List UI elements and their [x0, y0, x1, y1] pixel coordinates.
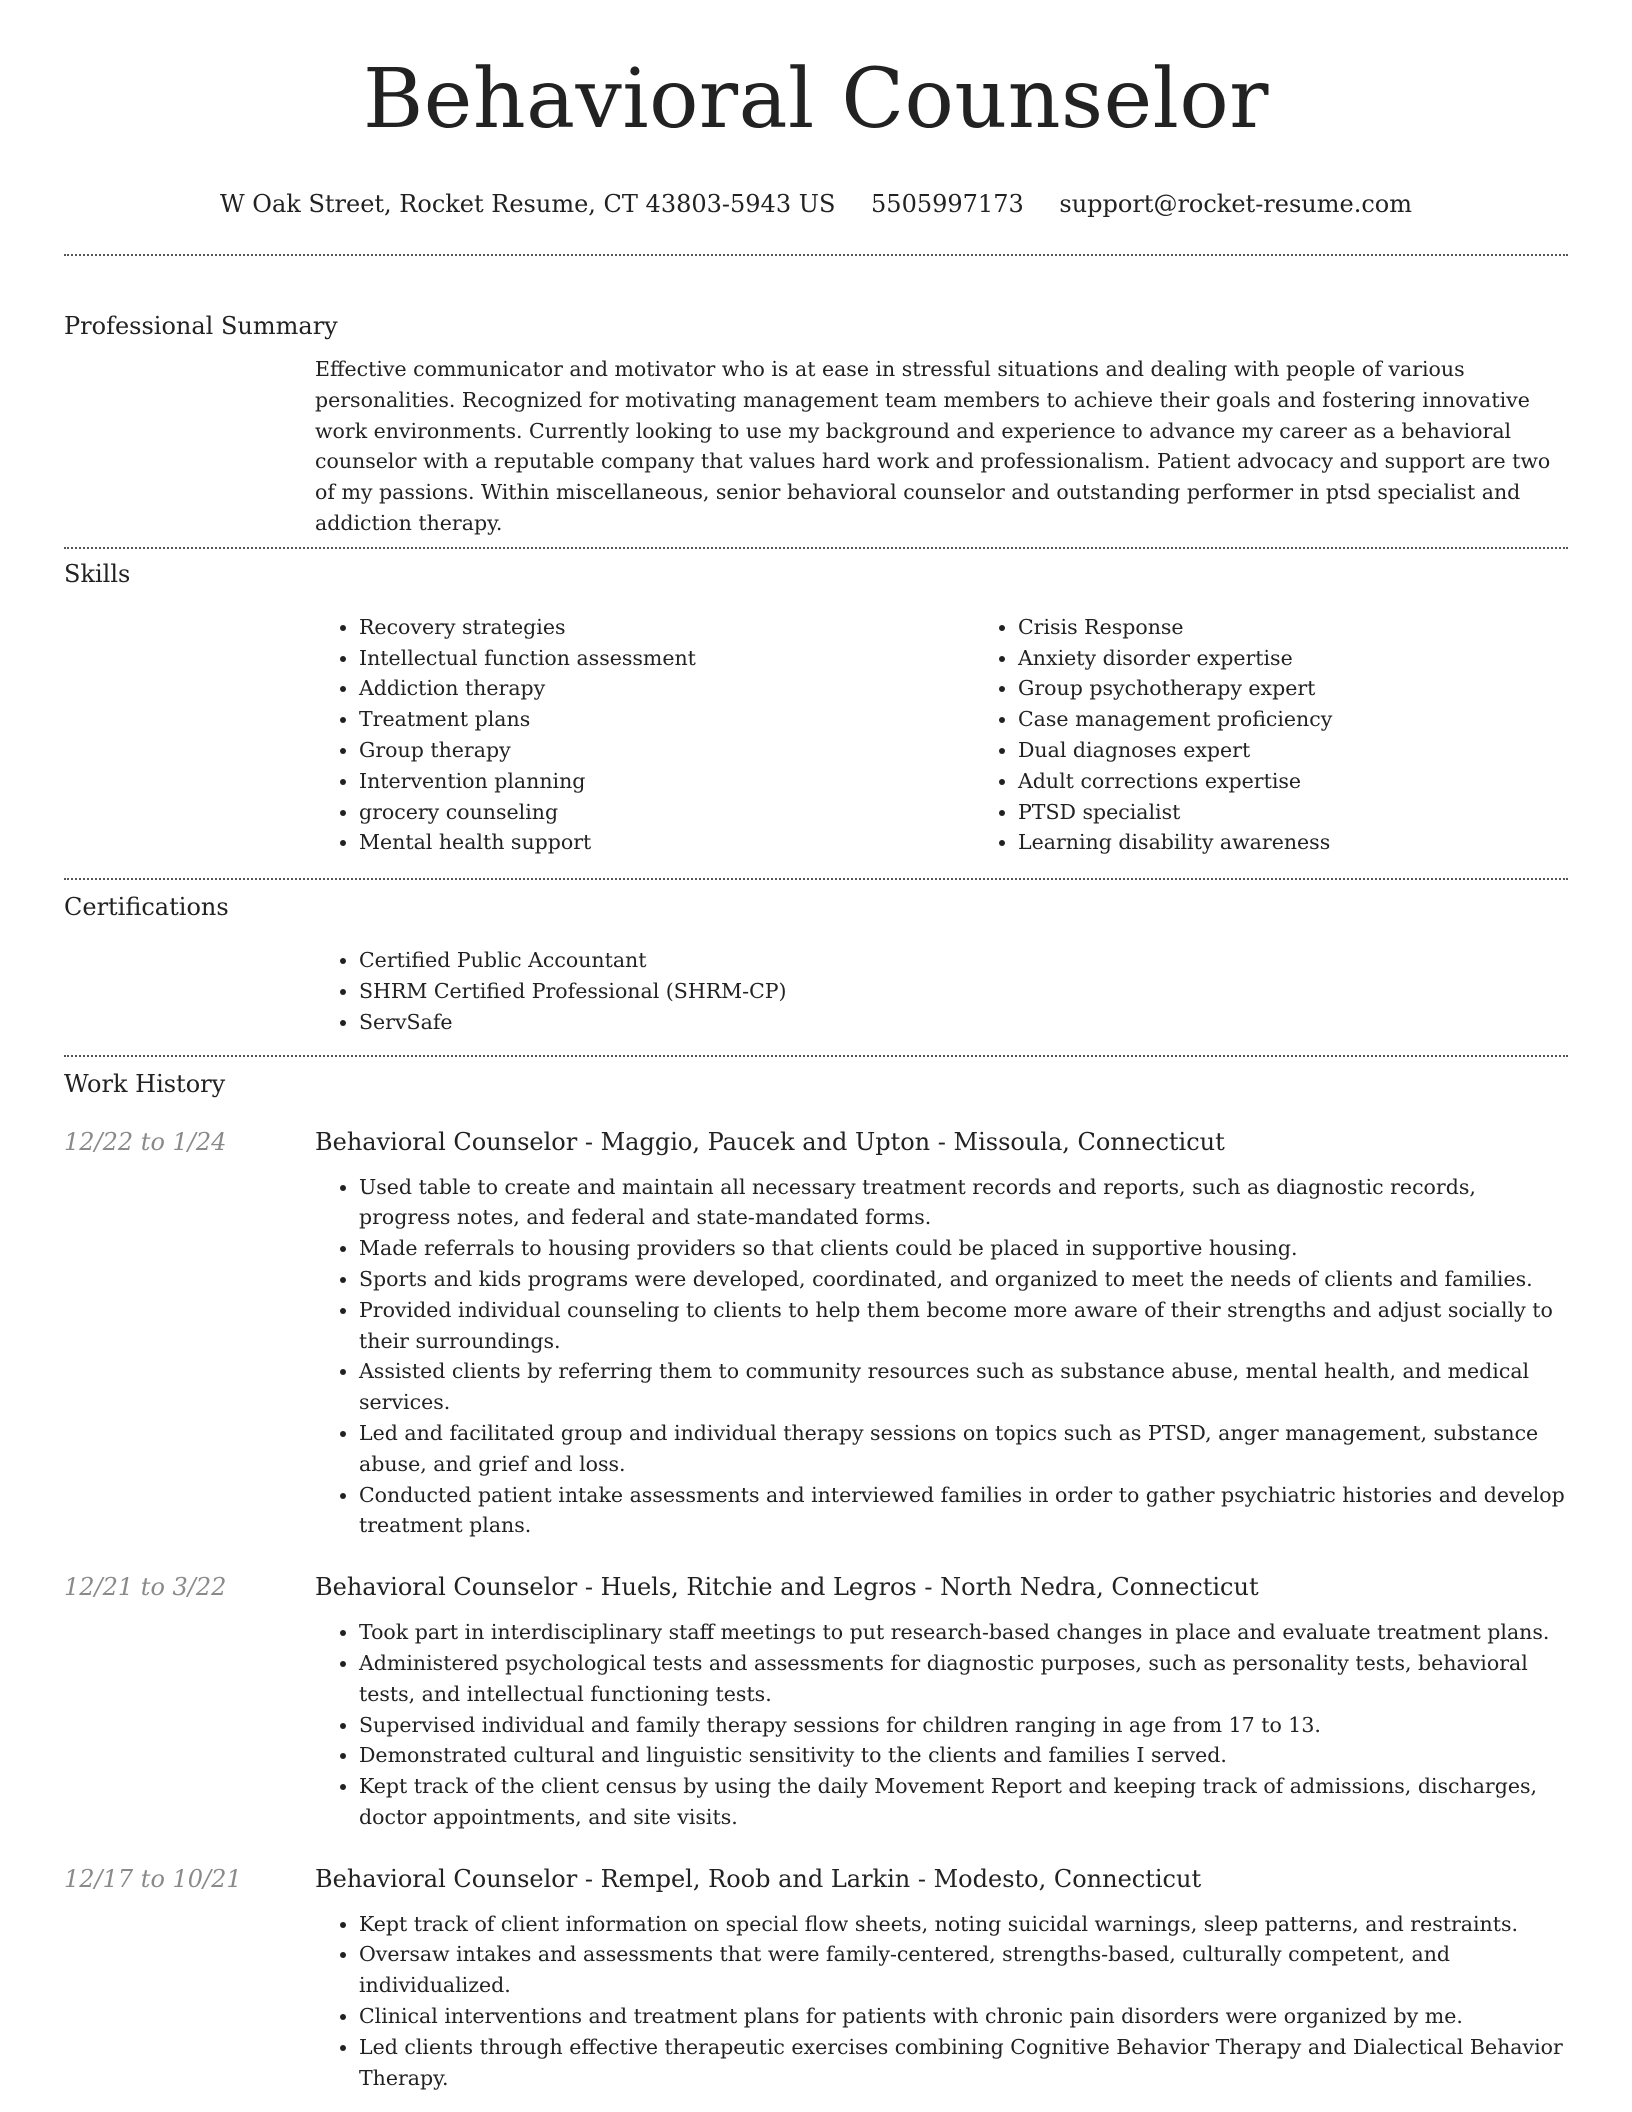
skill-item: • Dual diagnoses expert — [1018, 735, 1632, 766]
responsibility-item: • Used table to create and maintain all necessary treatment records and reports, such as diagnostic records, progress notes, and federal and state-mandated forms. — [359, 1172, 1568, 1234]
job-title: Behavioral Counselor - Huels, Ritchie and Legros - North Nedra, Connecticut — [315, 1573, 1259, 1602]
candidate-name: Behavioral Counselor — [363, 52, 1269, 147]
certifications-content — [315, 945, 1568, 1037]
summary-heading: Professional Summary — [64, 312, 338, 340]
section-divider — [64, 1055, 1568, 1057]
job-responsibilities — [315, 1172, 1568, 1542]
responsibility-item: • Oversaw intakes and assessments that were family-centered, strengths-based, culturally competent, and individualized. — [359, 1939, 1568, 2001]
certifications-section — [64, 891, 1568, 1037]
skill-item: • grocery counseling — [359, 797, 974, 828]
responsibility-item: • Demonstrated cultural and linguistic sensitivity to the clients and families I served. — [359, 1740, 1568, 1771]
responsibility-item: • Sports and kids programs were developed, coordinated, and organized to meet the needs of clients and families. — [359, 1264, 1568, 1295]
skill-item: • Anxiety disorder expertise — [1018, 643, 1632, 674]
skills-grid — [315, 612, 1568, 858]
skills-list-right — [974, 612, 1632, 858]
responsibility-item: • Assisted clients by referring them to community resources such as substance abuse, mental health, and medical services. — [359, 1356, 1568, 1418]
summary-text: Effective communicator and motivator who is at ease in stressful situations and dealing with people of various personalities. Recognized for motivating management team members to achieve their goals and fostering innovative work environments. Currently looking to use my background and experience to advance my career as a behavioral counselor with a reputable company that values hard work and professionalism. Patient advocacy and support are two of my passions. Within miscellaneous, senior behavioral counselor and outstanding performer in ptsd specialist and addiction therapy. — [315, 357, 1551, 535]
contact-address: W Oak Street, Rocket Resume, CT 43803-5943 US — [219, 190, 836, 218]
skill-item: • Learning disability awareness — [1018, 827, 1632, 858]
job-dates: 12/21 to 3/22 — [64, 1573, 227, 1602]
skill-item: • Treatment plans — [359, 704, 974, 735]
skill-item: • Mental health support — [359, 827, 974, 858]
section-divider — [64, 254, 1568, 256]
section-divider — [64, 878, 1568, 880]
skill-item: • Intellectual function assessment — [359, 643, 974, 674]
job-title: Behavioral Counselor - Rempel, Roob and Larkin - Modesto, Connecticut — [315, 1864, 1202, 1893]
responsibility-item: • Administered psychological tests and assessments for diagnostic purposes, such as personality tests, behavioral tests, and intellectual functioning tests. — [359, 1648, 1568, 1710]
skill-item: • Addiction therapy — [359, 673, 974, 704]
skills-heading: Skills — [64, 559, 131, 588]
summary-content — [315, 354, 1568, 539]
summary-section — [64, 310, 1568, 539]
skill-item: • Intervention planning — [359, 766, 974, 797]
job-responsibilities — [315, 1617, 1568, 1833]
certifications-list — [315, 945, 1568, 1037]
job-entry — [64, 1571, 1568, 1833]
contact-info — [64, 188, 1568, 220]
contact-email: support@rocket-resume.com — [1059, 190, 1412, 218]
job-responsibilities — [315, 1909, 1568, 2094]
skill-item: • Group psychotherapy expert — [1018, 673, 1632, 704]
certification-item: • SHRM Certified Professional (SHRM-CP) — [359, 976, 1568, 1007]
job-title: Behavioral Counselor - Maggio, Paucek and Upton - Missoula, Connecticut — [315, 1127, 1225, 1156]
certification-item: • ServSafe — [359, 1007, 1568, 1038]
skill-item: • Crisis Response — [1018, 612, 1632, 643]
work-history-section — [64, 1068, 1568, 2094]
skills-content — [315, 612, 1568, 858]
responsibility-item: • Led clients through effective therapeutic exercises combining Cognitive Behavior Therapy and Dialectical Behavior Therapy. — [359, 2032, 1568, 2094]
skill-item: • Group therapy — [359, 735, 974, 766]
contact-phone: 5505997173 — [871, 190, 1024, 218]
skill-item: • Adult corrections expertise — [1018, 766, 1632, 797]
job-entry — [64, 1126, 1568, 1542]
responsibility-item: • Made referrals to housing providers so that clients could be placed in supportive housing. — [359, 1233, 1568, 1264]
job-details — [315, 1863, 1568, 2094]
responsibility-item: • Clinical interventions and treatment plans for patients with chronic pain disorders were organized by me. — [359, 2001, 1568, 2032]
work-history-heading: Work History — [64, 1069, 226, 1098]
responsibility-item: • Provided individual counseling to clients to help them become more aware of their strengths and adjust socially to their surroundings. — [359, 1295, 1568, 1357]
responsibility-item: • Supervised individual and family therapy sessions for children ranging in age from 17 to 13. — [359, 1710, 1568, 1741]
skill-item: • Recovery strategies — [359, 612, 974, 643]
job-entry — [64, 1863, 1568, 2094]
certifications-heading: Certifications — [64, 893, 229, 922]
job-dates: 12/17 to 10/21 — [64, 1864, 242, 1893]
job-dates: 12/22 to 1/24 — [64, 1127, 227, 1156]
responsibility-item: • Kept track of the client census by using the daily Movement Report and keeping track of admissions, discharges, doctor appointments, and site visits. — [359, 1771, 1568, 1833]
skill-item: • PTSD specialist — [1018, 797, 1632, 828]
skills-section — [64, 558, 1568, 858]
responsibility-item: • Kept track of client information on special flow sheets, noting suicidal warnings, sleep patterns, and restraints. — [359, 1909, 1568, 1940]
responsibility-item: • Led and facilitated group and individual therapy sessions on topics such as PTSD, anger management, substance abuse, and grief and loss. — [359, 1418, 1568, 1480]
job-details — [315, 1571, 1568, 1833]
job-details — [315, 1126, 1568, 1542]
responsibility-item: • Conducted patient intake assessments and interviewed families in order to gather psychiatric histories and develop treatment plans. — [359, 1480, 1568, 1542]
certification-item: • Certified Public Accountant — [359, 945, 1568, 976]
skill-item: • Case management proficiency — [1018, 704, 1632, 735]
section-divider — [64, 547, 1568, 549]
responsibility-item: • Took part in interdisciplinary staff meetings to put research-based changes in place and evaluate treatment plans. — [359, 1617, 1568, 1648]
skills-list-left — [315, 612, 974, 858]
